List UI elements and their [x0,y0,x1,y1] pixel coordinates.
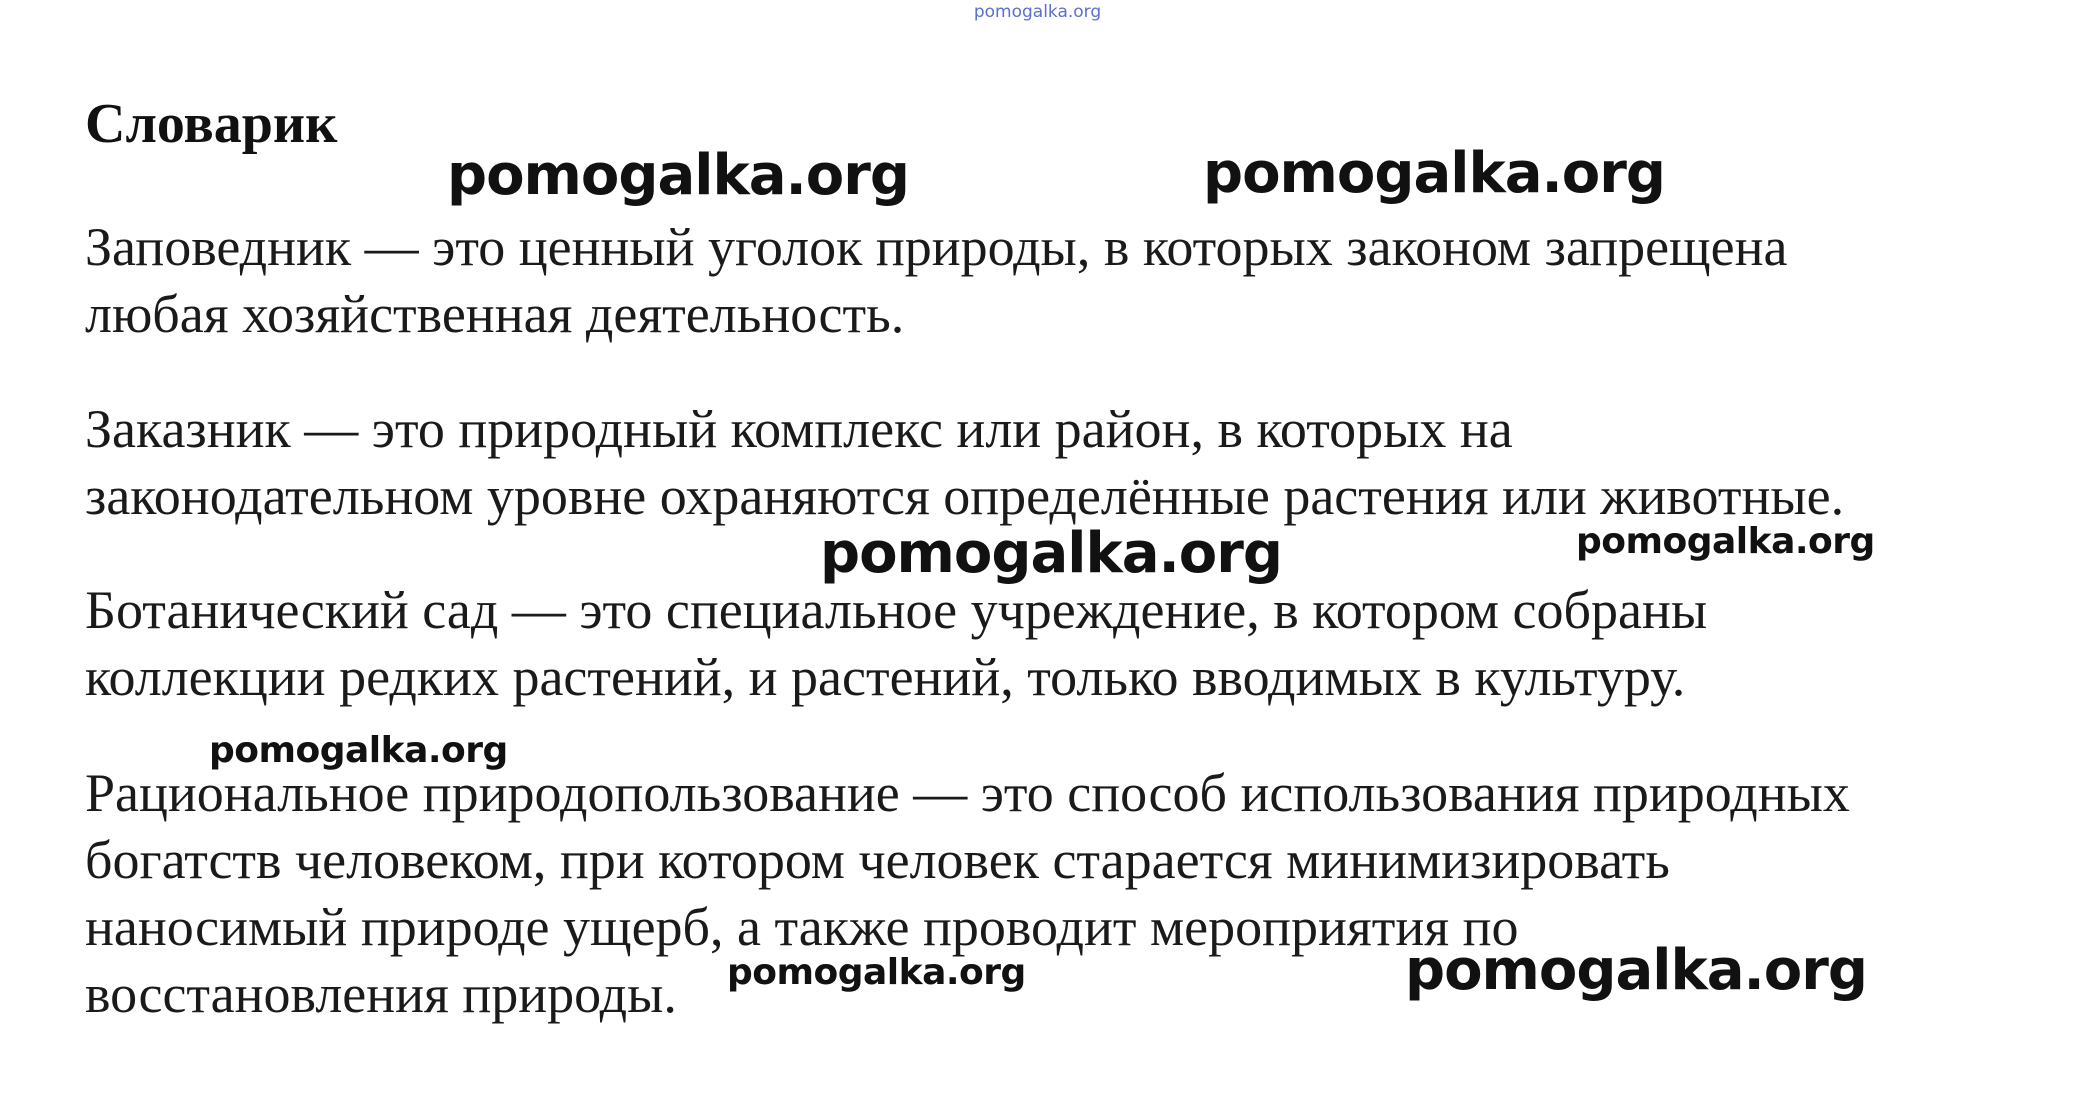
definition-line: наносимый природе ущерб, а также проводит мероприятия по [85,897,1519,957]
definition-line: коллекции редких растений, и растений, только вводимых в культуру. [85,647,1686,707]
definition-zapovednik [85,214,2085,348]
definition-line: Ботанический сад — это специальное учреждение, в котором собраны [85,580,1708,640]
page-title: Словарик [85,93,338,155]
definition-line: любая хозяйственная деятельность. [85,284,905,344]
definition-line: Рациональное природопользование — это способ использования природных [85,763,1850,823]
watermark: pomogalka.org [820,521,1282,586]
definition-line: богатств человеком, при котором человек старается минимизировать [85,830,1670,890]
definition-line: Заповедник — это ценный уголок природы, в которых законом запрещена [85,217,1788,277]
definition-zakaznik [85,396,2085,530]
definition-line: Заказник — это природный комплекс или район, в которых на [85,399,1513,459]
header-watermark: pomogalka.org [973,2,1102,22]
definition-line: законодательном уровне охраняются определённые растения или животные. [85,466,1845,526]
watermark: pomogalka.org [1203,141,1665,206]
watermark: pomogalka.org [447,143,909,208]
watermark: pomogalka.org [1405,938,1867,1003]
watermark: pomogalka.org [1576,521,1875,562]
definition-botanical-garden [85,577,2085,711]
definition-line: восстановления природы. [85,964,677,1024]
watermark: pomogalka.org [727,952,1026,993]
watermark: pomogalka.org [209,730,508,771]
